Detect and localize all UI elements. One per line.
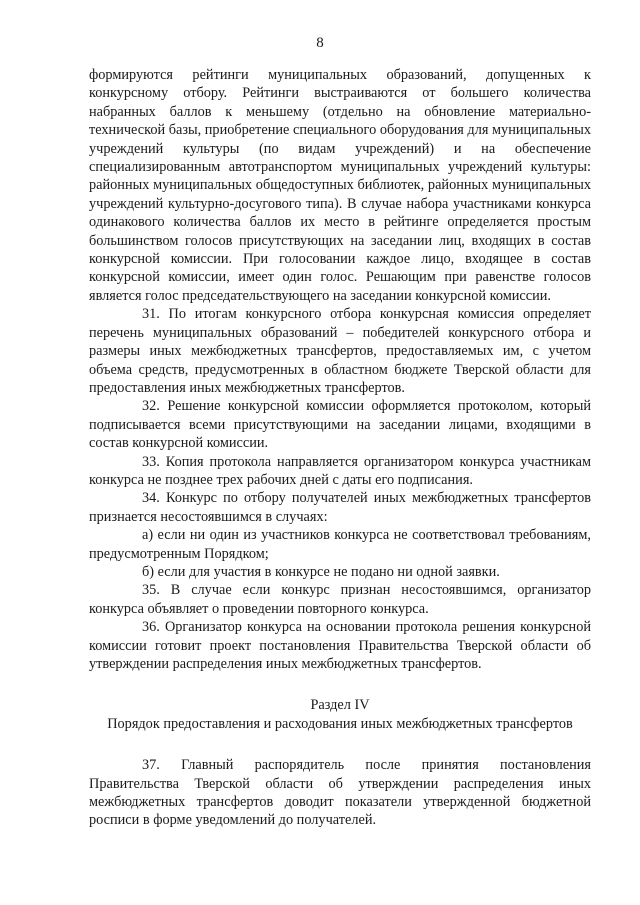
page-number: 8 [316,35,324,51]
document-body [89,66,591,830]
paragraph-31: 31. По итогам конкурсного отбора конкурсная комиссия определяет перечень муниципальных образований – победителей конкурсного отбора и размеры иных межбюджетных трансфертов, предоставляемых им, с учетом объема средств, предусмотренных в областном бюджете Тверской области для предоставления иных межбюджетных трансфертов. [89,306,591,396]
paragraph-rating-continuation: формируются рейтинги муниципальных образований, допущенных к конкурсному отбору. Рейтинги выстраиваются от большего количества набранных баллов к меньшему (отдельно на обновление материально-технической базы, приобретение специального оборудования для муниципальных учреждений культуры (по видам учреждений) и на обеспечение специализированным автотранспортом муниципальных учреждений культуры: районных муниципальных общедоступных библиотек, районных муниципальных учреждений культурно-досугового типа). В случае набора участниками конкурса одинакового количества баллов их место в рейтинге определяется простым большинством голосов присутствующих на заседании лиц, входящих в состав конкурсной комиссии. При голосовании каждое лицо, входящее в состав конкурсной комиссии, имеет один голос. Решающим при равенстве голосов является голос председательствующего на заседании конкурсной комиссии. [89,67,591,304]
paragraph-34: 34. Конкурс по отбору получателей иных межбюджетных трансфертов признается несостоявшимся в случаях: [89,490,591,525]
paragraph-35: 35. В случае если конкурс признан несостоявшимся, организатор конкурса объявляет о проведении повторного конкурса. [89,582,591,617]
paragraph-34-b: б) если для участия в конкурсе не подано ни одной заявки. [142,563,500,580]
section-number: Раздел IV [310,697,370,714]
section-title: Порядок предоставления и расходования иных межбюджетных трансфертов [107,715,573,732]
paragraph-32: 32. Решение конкурсной комиссии оформляется протоколом, который подписывается всеми присутствующими на заседании лицами, входящими в состав конкурсной комиссии. [89,398,591,452]
paragraph-34-a: а) если ни один из участников конкурса не соответствовал требованиям, предусмотренным Порядком; [89,527,591,562]
paragraph-36: 36. Организатор конкурса на основании протокола решения конкурсной комиссии готовит проект постановления Правительства Тверской области об утверждении распределения иных межбюджетных трансфертов. [89,619,591,672]
paragraph-33: 33. Копия протокола направляется организатором конкурса участникам конкурса не позднее трех рабочих дней с даты его подписания. [89,453,591,488]
paragraph-37: 37. Главный распорядитель после принятия постановления Правительства Тверской области об утверждении распределения иных межбюджетных трансфертов доводит показатели утвержденной бюджетной росписи в форме уведомлений до получателей. [89,757,591,829]
